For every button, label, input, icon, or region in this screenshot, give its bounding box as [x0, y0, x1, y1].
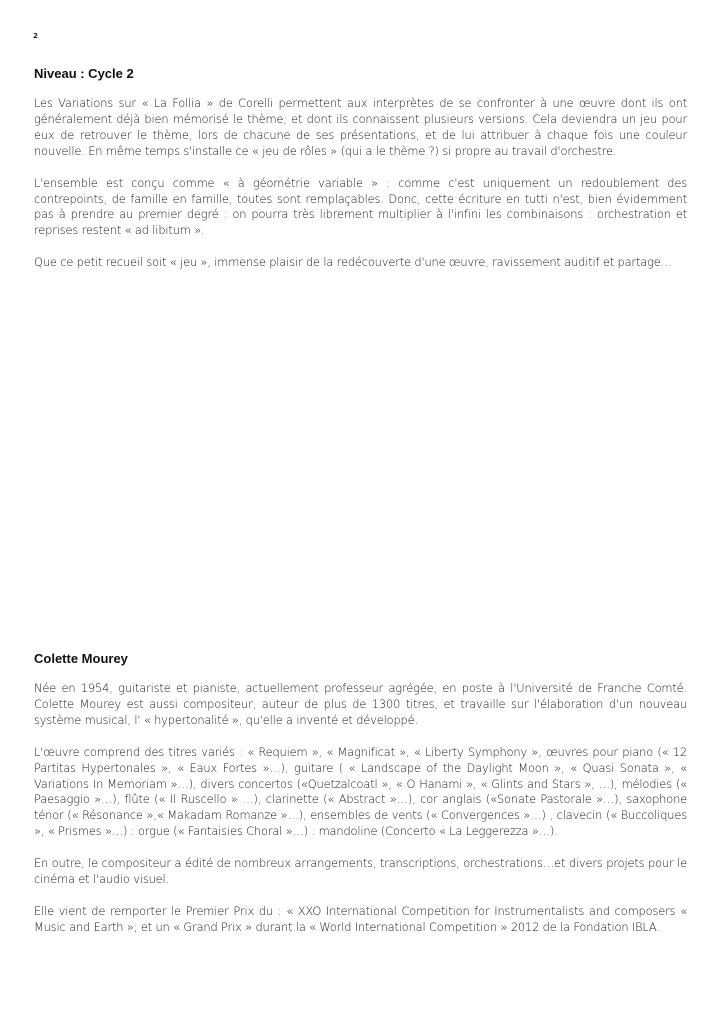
paragraph: L'ensemble est conçu comme « à géométrie variable » : comme c'est uniquement un redoublement des contrepoints, de famille en famille, toutes sont remplaçables. Donc, cette écriture en tutti n'est, bien évidemment pas à prendre au premier degré : on pourra très librement multiplier à l'infini les combinaisons : orchestration et reprises restent « ad libitum ». [34, 175, 687, 238]
level-heading: Niveau : Cycle 2 [34, 66, 134, 81]
level-section [34, 66, 687, 287]
paragraph: En outre, le compositeur a édité de nombreux arrangements, transcriptions, orchestrations…et divers projets pour le cinéma et l'audio visuel. [34, 856, 687, 887]
paragraph: Elle vient de remporter le Premier Prix du : « XXO International Competition for Instrumentalists and composers « Music and Earth »; et un « Grand Prix » durant la « World International Competition » 2012 de la Fondation IBLA. [34, 903, 687, 934]
page-number: 2 [33, 32, 38, 40]
paragraph: Les Variations sur « La Follia » de Corelli permettent aux interprètes de se confronter à une œuvre dont ils ont généralement déjà bien mémorisé le thème, et dont ils connaissent plusieurs versions. Cela deviendra un jeu pour eux de retrouver le thème, lors de chacune de ses présentations, et de lui attribuer à chaque fois une couleur nouvelle. En même temps s'installe ce « jeu de rôles » (qui a le thème ?) si propre au travail d'orchestre. [34, 96, 687, 158]
composer-section [34, 651, 687, 952]
paragraph: L'œuvre comprend des titres variés : « Requiem », « Magnificat », « Liberty Symphony », œuvres pour piano (« 12 Partitas Hypertonales », « Eaux Fortes »…), guitare ( « Landscape of the Daylight Moon », « Quasi Sonata », « Variations In Memoriam »…), divers concertos («Quetzalcoatl », « O Hanami », « Glints and Stars », …), mélodies (« Paesaggio »…), flûte (« Il Ruscello » …), clarinette (« Abstract »…), cor anglais («Sonate Pastorale »…), saxophone ténor (« Résonance »,« Makadam Romanze »…), ensembles de vents (« Convergences »…) , clavecin (« Buccoliques », « Prismes »…) : orgue (« Fantaisies Choral »…) : mandoline (Concerto « La Leggerezza »…). [34, 744, 687, 839]
composer-heading: Colette Mourey [34, 651, 128, 666]
paragraph: Que ce petit recueil soit « jeu », immense plaisir de la redécouverte d'une œuvre, ravissement auditif et partage… [34, 255, 672, 270]
paragraph: Née en 1954, guitariste et pianiste, actuellement professeur agrégée, en poste à l'Université de Franche Comté. Colette Mourey est aussi compositeur, auteur de plus de 1300 titres, et travaille sur l'élaboration d'un nouveau système musical, l' « hypertonalité », qu'elle a inventé et développé. [34, 681, 687, 727]
